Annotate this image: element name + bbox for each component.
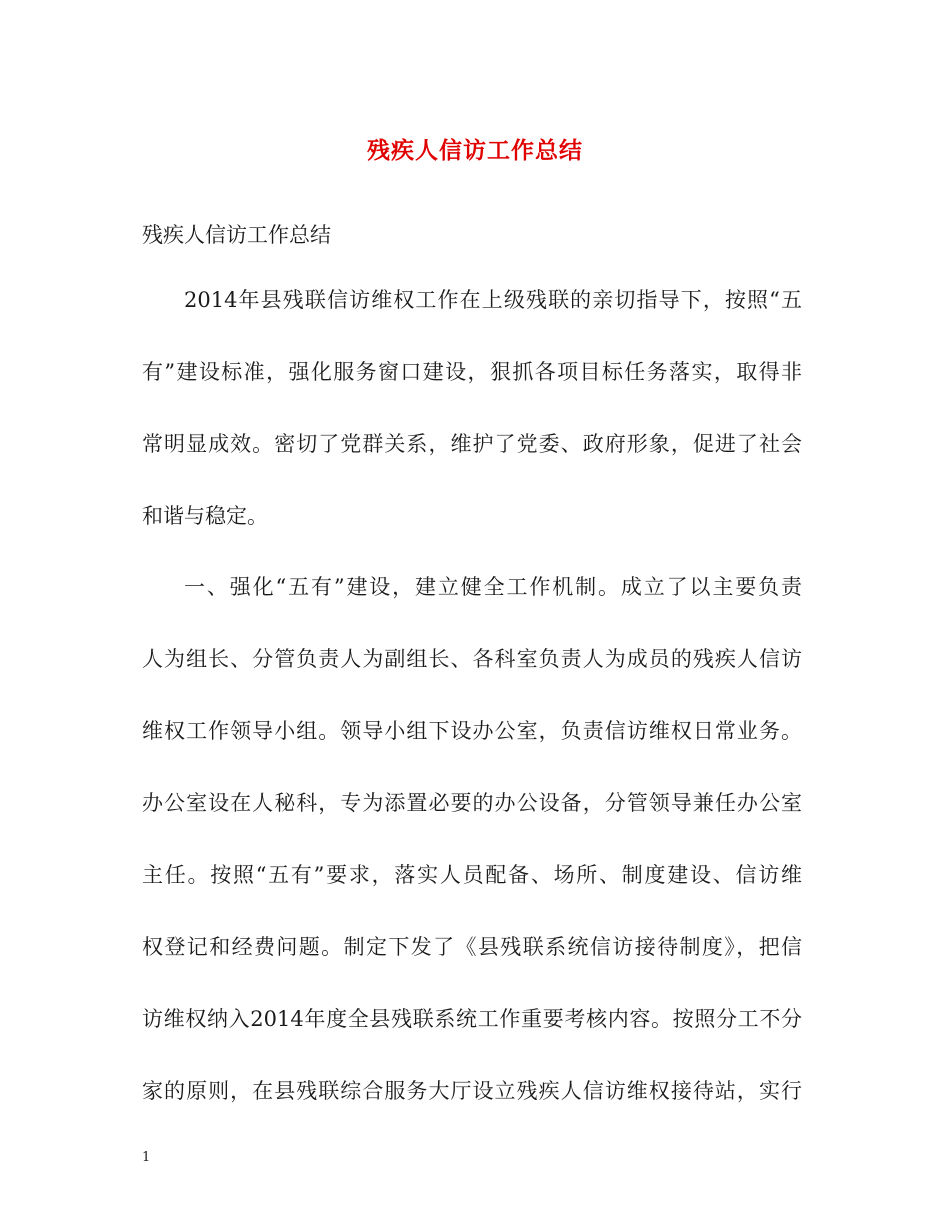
paragraph-line: 常明显成效。密切了党群关系，维护了党委、政府形象，促进了社会 [142,432,802,456]
paragraph-intro [142,283,802,571]
document-title: 残疾人信访工作总结 [367,137,583,164]
paragraph-line: 主任。按照“五有”要求，落实人员配备、场所、制度建设、信访维 [142,863,802,887]
paragraph-line: 办公室设在人秘科，专为添置必要的办公设备，分管领导兼任办公室 [142,791,802,815]
paragraph-line: 一、强化“五有”建设，建立健全工作机制。成立了以主要负责 [184,575,802,599]
paragraph-line: 有”建设标准，强化服务窗口建设，狠抓各项目标任务落实，取得非 [142,360,802,384]
paragraph-line: 维权工作领导小组。领导小组下设办公室，负责信访维权日常业务。 [142,719,802,743]
paragraph-section-one [142,570,802,1146]
page-number: 1 [142,1150,151,1165]
paragraph-line: 权登记和经费问题。制定下发了《县残联系统信访接待制度》，把信 [142,935,802,959]
paragraph-line: 和谐与稳定。 [142,504,268,528]
paragraph-line: 家的原则，在县残联综合服务大厅设立残疾人信访维权接待站，实行 [142,1079,802,1103]
document-subtitle: 残疾人信访工作总结 [142,223,331,247]
paragraph-line: 2014年县残联信访维权工作在上级残联的亲切指导下，按照“五 [184,288,802,312]
paragraph-line: 人为组长、分管负责人为副组长、各科室负责人为成员的残疾人信访 [142,647,802,671]
paragraph-line: 访维权纳入2014年度全县残联系统工作重要考核内容。按照分工不分 [142,1007,802,1031]
